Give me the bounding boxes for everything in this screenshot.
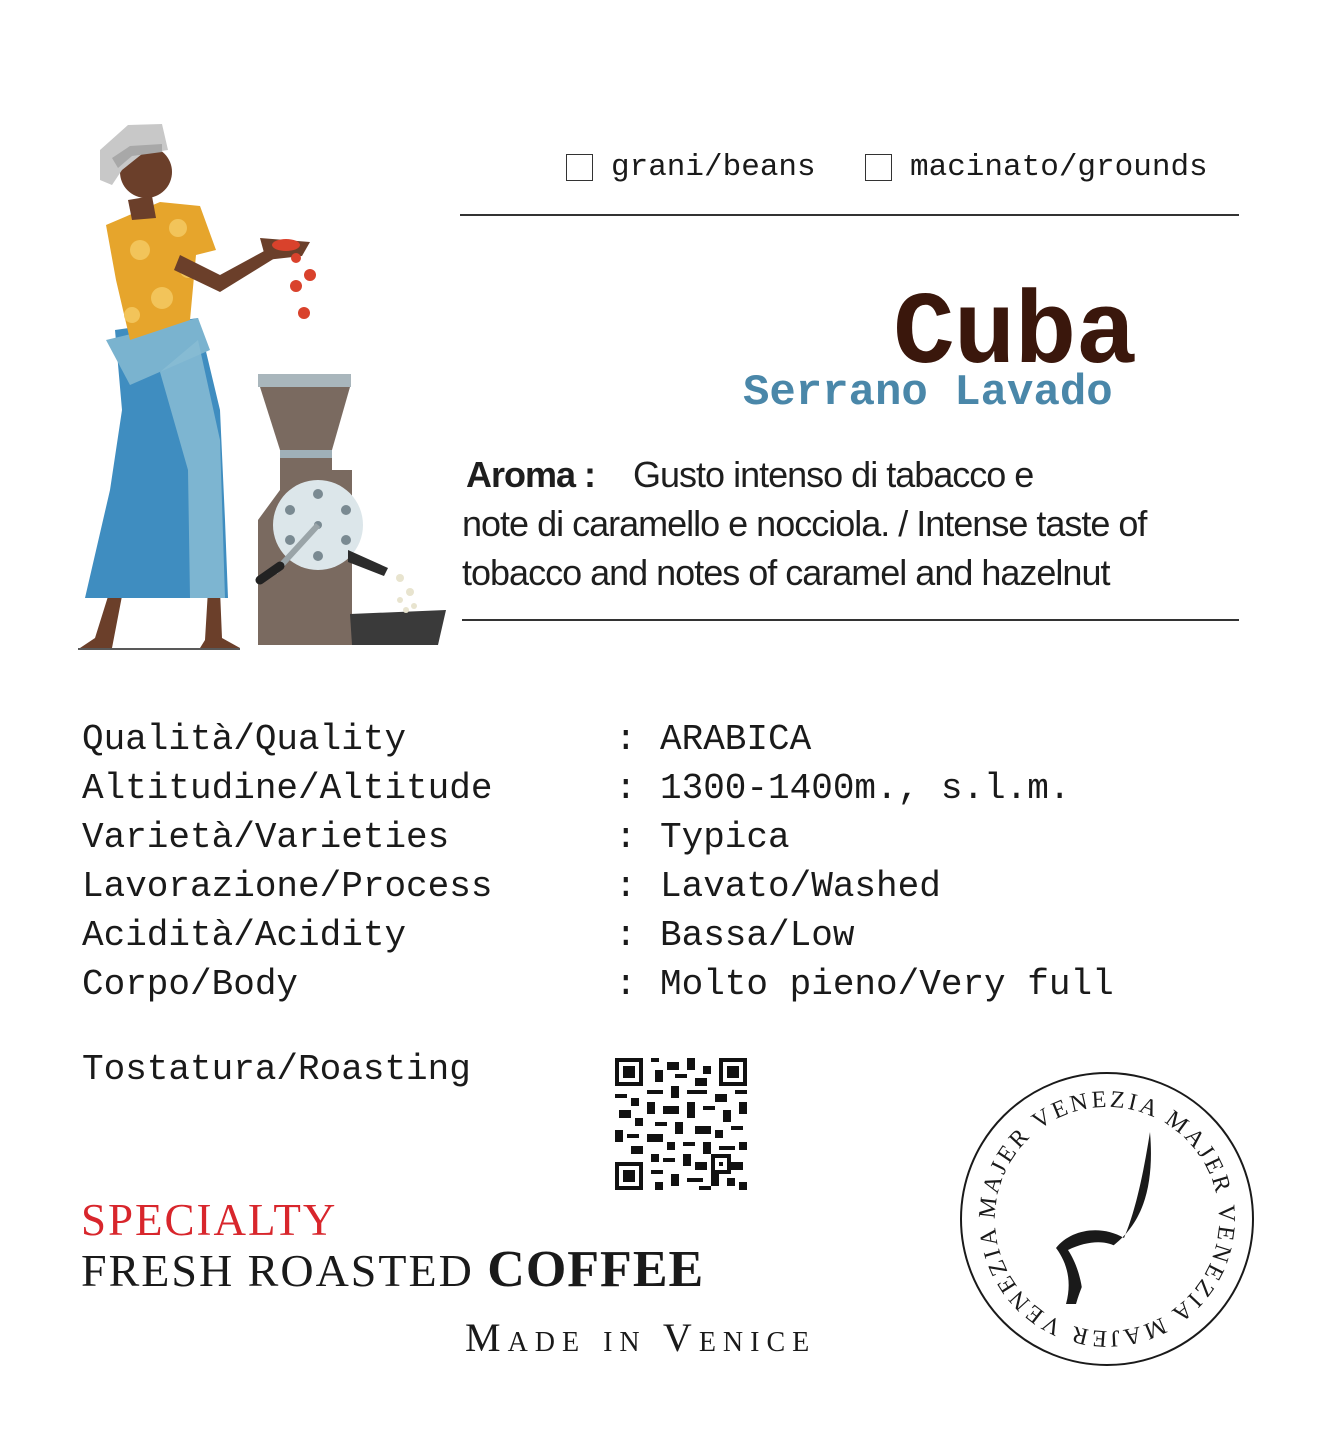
spec-sep: :	[615, 915, 637, 956]
aroma-line-1	[462, 450, 1262, 499]
spec-value: ARABICA	[660, 719, 812, 760]
beans-label: grani/beans	[611, 150, 816, 185]
aroma-description	[462, 450, 1262, 597]
product-origin: Cuba	[893, 276, 1137, 393]
spec-key: Varietà/Varieties	[82, 817, 450, 858]
spec-row-altitude	[82, 764, 1232, 813]
aroma-divider	[462, 619, 1239, 621]
seal-ring-text: MAJER VENEZIA MAJER VENEZIA MAJER VENEZIA	[974, 1086, 1240, 1352]
coffee-text: COFFEE	[487, 1241, 705, 1298]
spec-key: Qualità/Quality	[82, 719, 407, 760]
spec-sep: :	[615, 866, 637, 907]
grounds-label: macinato/grounds	[910, 150, 1208, 185]
spec-row-varieties	[82, 813, 1232, 862]
spec-value: Typica	[660, 817, 790, 858]
spec-key: Lavorazione/Process	[82, 866, 493, 907]
spec-sep: :	[615, 817, 637, 858]
specs-table	[82, 715, 1232, 1009]
majer-venezia-seal-logo	[958, 1070, 1256, 1368]
spec-key: Acidità/Acidity	[82, 915, 407, 956]
spec-row-acidity	[82, 911, 1232, 960]
coffee-farmer-illustration	[70, 110, 455, 655]
spec-row-process	[82, 862, 1232, 911]
spec-sep: :	[615, 768, 637, 809]
qr-code[interactable]	[615, 1058, 747, 1190]
aroma-text-3: tobacco and notes of caramel and hazelnut	[462, 552, 1110, 593]
aroma-text-1: Gusto intenso di tabacco e	[633, 454, 1034, 495]
aroma-text-2: note di caramello e nocciola. / Intense taste of	[462, 503, 1147, 544]
top-divider	[460, 214, 1239, 216]
aroma-label: Aroma :	[466, 454, 596, 495]
spec-sep: :	[615, 964, 637, 1005]
product-name: Serrano Lavado	[743, 368, 1113, 418]
option-grounds[interactable]	[865, 150, 1208, 185]
svg-text:MAJER VENEZIA MAJER VENEZIA MA	[974, 1087, 1239, 1352]
specialty-label: SPECIALTY	[81, 1195, 338, 1245]
spec-row-quality	[82, 715, 1232, 764]
spec-value: Molto pieno/Very full	[660, 964, 1114, 1005]
grounds-checkbox[interactable]	[865, 154, 892, 181]
spec-row-body	[82, 960, 1232, 1009]
spec-sep: :	[615, 719, 637, 760]
made-in-venice: Made in Venice	[465, 1315, 817, 1360]
spec-value: 1300-1400m., s.l.m.	[660, 768, 1071, 809]
roasting-label: Tostatura/Roasting	[82, 1049, 471, 1090]
spec-value: Lavato/Washed	[660, 866, 941, 907]
spec-value: Bassa/Low	[660, 915, 855, 956]
spec-key: Altitudine/Altitude	[82, 768, 493, 809]
spec-key: Corpo/Body	[82, 964, 299, 1005]
fresh-roasted-text: FRESH ROASTED	[81, 1245, 488, 1296]
option-beans[interactable]	[566, 150, 816, 185]
beans-checkbox[interactable]	[566, 154, 593, 181]
fresh-roasted-coffee	[81, 1241, 705, 1298]
